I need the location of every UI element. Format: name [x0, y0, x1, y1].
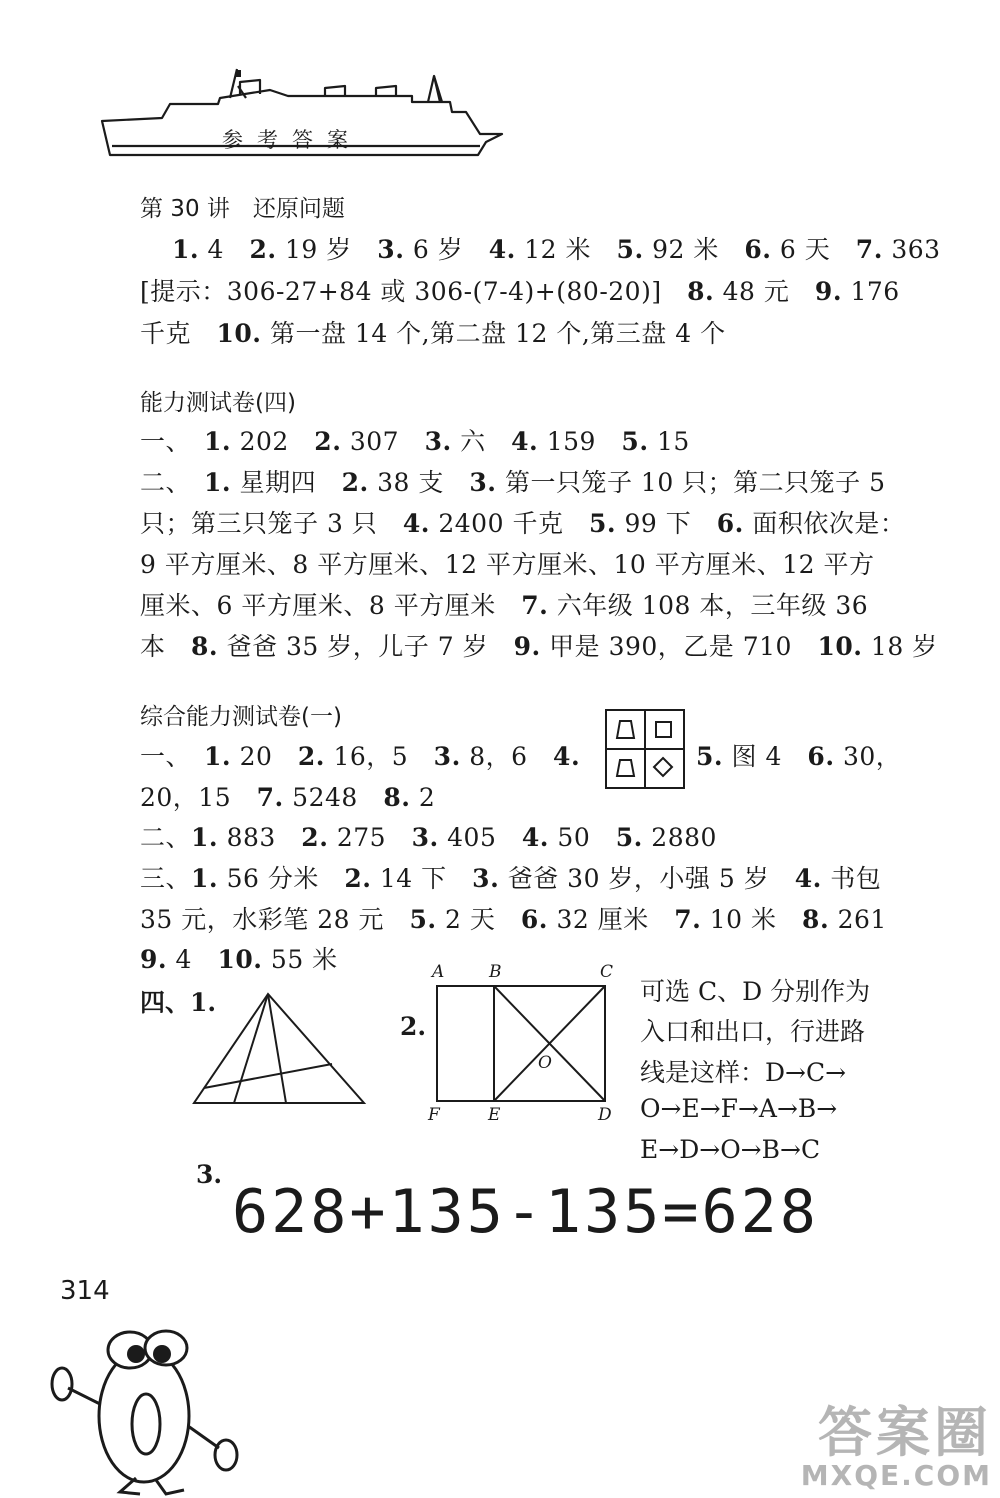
- answer-line: 9. 4 10. 55 米: [140, 945, 338, 974]
- answer-line: 一、 1. 202 2. 307 3. 六 4. 159 5. 15: [140, 427, 690, 456]
- triangle-figure-icon: [188, 990, 372, 1108]
- point-label-b: B: [489, 962, 502, 982]
- answer-line: 本 8. 爸爸 35 岁，儿子 7 岁 9. 甲是 390，乙是 710 10. 18 岁: [140, 632, 938, 661]
- section-heading-comprehensive1: 综合能力测试卷(一): [140, 704, 342, 730]
- point-label-c: C: [600, 962, 614, 982]
- banner-title: 参考答案: [222, 128, 362, 152]
- q4-1-label: 四、1.: [140, 988, 217, 1017]
- answer-line: 二、1. 883 2. 275 3. 405 4. 50 5. 2880: [140, 823, 717, 852]
- answer-line: 二、 1. 星期四 2. 38 支 3. 第一只笼子 10 只；第二只笼子 5: [140, 468, 886, 497]
- point-label-f: F: [428, 1105, 440, 1125]
- answer-line: 一、 1. 20 2. 16，5 3. 8，6 4.: [140, 742, 581, 771]
- point-label-o: O: [538, 1053, 552, 1073]
- route-line: 可选 C、D 分别作为: [640, 977, 871, 1006]
- answer-line: [提示：306-27+84 或 306-(7-4)+(80-20)] 8. 48 元 9. 176: [140, 277, 900, 306]
- answer-line: 1. 4 2. 19 岁 3. 6 岁 4. 12 米 5. 92 米 6. 6 天 7. 363: [172, 235, 941, 264]
- answer-line: 35 元，水彩笔 28 元 5. 2 天 6. 32 厘米 7. 10 米 8. 261: [140, 905, 887, 934]
- route-line: O→E→F→A→B→: [640, 1094, 838, 1123]
- watermark-url: MXQE.COM: [800, 1459, 992, 1492]
- answer-line: 三、1. 56 分米 2. 14 下 3. 爸爸 30 岁，小强 5 岁 4. 书包: [140, 864, 882, 893]
- grid-figure-icon: [604, 708, 686, 790]
- answer-line: 千克 10. 第一盘 14 个,第二盘 12 个,第三盘 4 个: [140, 319, 726, 348]
- answer-line: 厘米、6 平方厘米、8 平方厘米 7. 六年级 108 本，三年级 36: [140, 591, 869, 620]
- q4-2-label: 2.: [400, 1012, 427, 1041]
- section-heading-test4: 能力测试卷(四): [140, 390, 296, 416]
- page-number: 314: [60, 1276, 110, 1306]
- route-line: 线是这样：D→C→: [640, 1058, 847, 1087]
- point-label-d: D: [598, 1105, 612, 1125]
- q4-3-label: 3.: [196, 1160, 223, 1189]
- rectangle-figure-icon: [436, 984, 608, 1104]
- route-line: 入口和出口，行进路: [640, 1017, 866, 1046]
- answer-line: 9 平方厘米、8 平方厘米、12 平方厘米、10 平方厘米、12 平方: [140, 550, 875, 579]
- watermark-logo: 答案圈: [818, 1401, 992, 1464]
- answer-line: 只；第三只笼子 3 只 4. 2400 千克 5. 99 下 6. 面积依次是：: [140, 509, 906, 538]
- route-line: E→D→O→B→C: [640, 1135, 821, 1164]
- answer-line: 5. 图 4 6. 30，: [696, 742, 902, 771]
- point-label-a: A: [432, 962, 445, 982]
- matchstick-equation: 628+135-135=628: [232, 1177, 819, 1247]
- answer-line: 20，15 7. 5248 8. 2: [140, 783, 436, 812]
- watermark: [801, 1390, 992, 1492]
- zero-mascot-icon: [44, 1318, 254, 1498]
- point-label-e: E: [488, 1105, 501, 1125]
- section-heading-30: 第 30 讲 还原问题: [140, 196, 345, 222]
